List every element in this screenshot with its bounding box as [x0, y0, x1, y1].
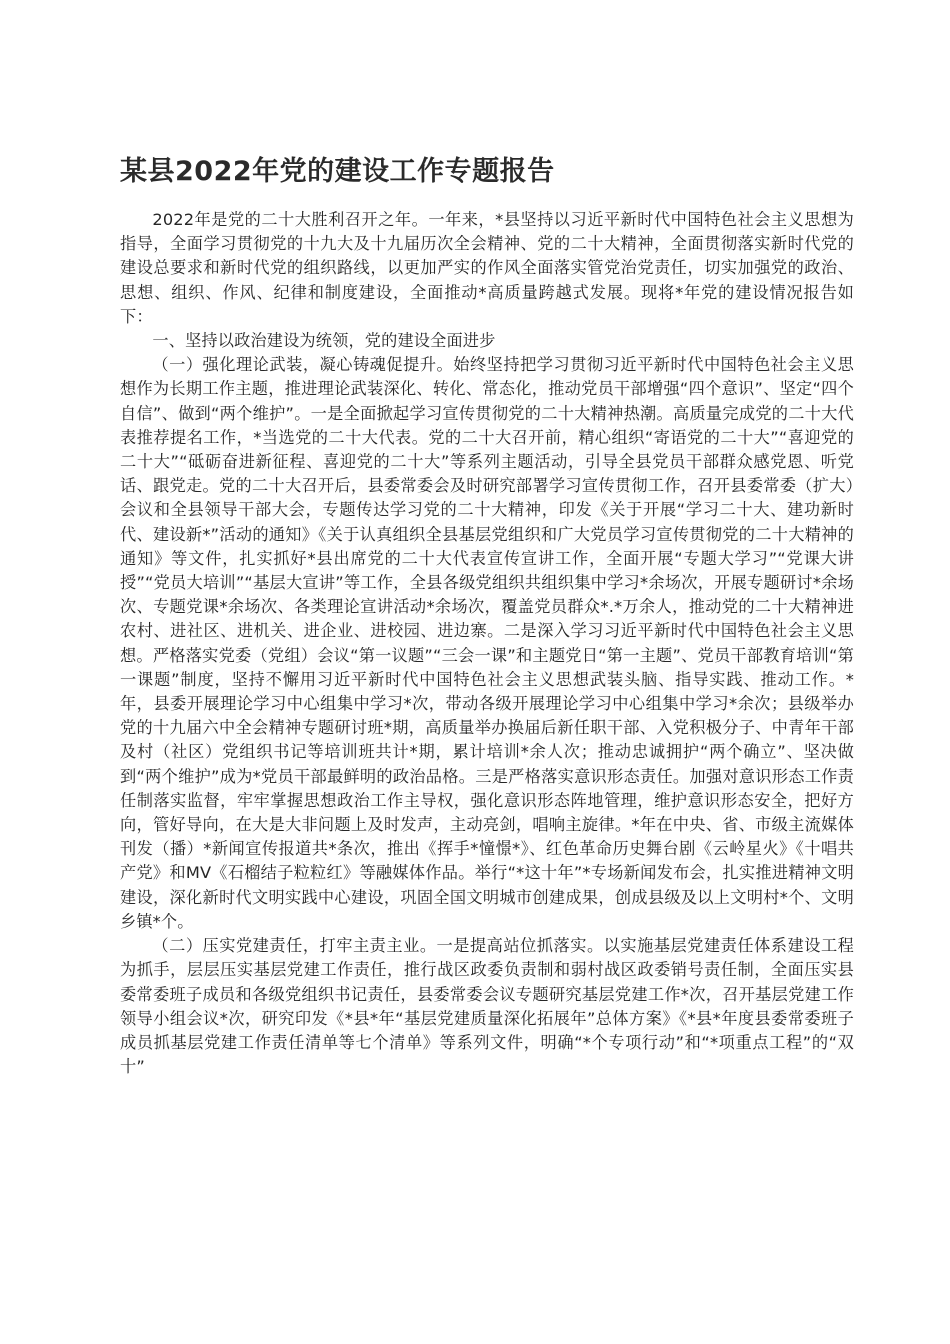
body-paragraph-theory: （一）强化理论武装，凝心铸魂促提升。始终坚持把学习贯彻习近平新时代中国特色社会主义思想作为长期工作主题，推进理论武装深化、转化、常态化，推动党员干部增强“四个意识”、坚定“四个自信”、做到“两个维护”。一是全面掀起学习宣传贯彻党的二十大精神热潮。高质量完成党的二十大代表推荐提名工作，*当选党的二十大代表。党的二十大召开前，精心组织“寄语党的二十大”“喜迎党的二十大”“砥砺奋进新征程、喜迎党的二十大”等系列主题活动，引导全县党员干部群众感党恩、听党话、跟党走。党的二十大召开后，县委常委会及时研究部署学习宣传贯彻工作，召开县委常委（扩大）会议和全县领导干部大会，专题传达学习党的二十大精神，印发《关于开展“学习二十大、建功新时代、建设新*”活动的通知》《关于认真组织全县基层党组织和广大党员学习宣传贯彻党的二十大精神的通知》等文件，扎实抓好*县出席党的二十大代表宣传宣讲工作，全面开展“专题大学习”“党课大讲授”“党员大培训”“基层大宣讲”等工作，全县各级党组织共组织集中学习*余场次，开展专题研讨*余场次、专题党课*余场次、各类理论宣讲活动*余场次，覆盖党员群众*.*万余人，推动党的二十大精神进农村、进社区、进机关、进企业、进校园、进边寨。二是深入学习习近平新时代中国特色社会主义思想。严格落实党委（党组）会议“第一议题”“三会一课”和主题党日“第一主题”、党员干部教育培训“第一课题”制度，坚持不懈用习近平新时代中国特色社会主义思想武装头脑、指导实践、推动工作。*年，县委开展理论学习中心组集中学习*次，带动各级开展理论学习中心组集中学习*余次；县级举办党的十九届六中全会精神专题研讨班*期，高质量举办换届后新任职干部、入党积极分子、中青年干部及村（社区）党组织书记等培训班共计*期，累计培训*余人次；推动忠诚拥护“两个确立”、坚决做到“两个维护”成为*党员干部最鲜明的政治品格。三是严格落实意识形态责任。加强对意识形态工作责任制落实监督，牢牢掌握思想政治工作主导权，强化意识形态阵地管理，维护意识形态安全，把好方向，管好导向，在大是大非问题上及时发声，主动亮剑，唱响主旋律。*年在中央、省、市级主流媒体刊发（播）*新闻宣传报道共*条次，推出《挥手*憧憬*》、红色革命历史舞台剧《云岭星火》《十唱共产党》和MV《石榴结子粒粒红》等融媒体作品。举行“*这十年”*专场新闻发布会，扎实推进精神文明建设，深化新时代文明实践中心建设，巩固全国文明城市创建成果，创成县级及以上文明村*个、文明乡镇*个。	[120, 355, 854, 931]
body-paragraph-responsibility: （二）压实党建责任，打牢主责主业。一是提高站位抓落实。以实施基层党建责任体系建设工程为抓手，层层压实基层党建工作责任，推行战区政委负责制和弱村战区政委销号责任制，全面压实县委常委班子成员和各级党组织书记责任，县委常委会议专题研究基层党建工作*次，召开基层党建工作领导小组会议*次，研究印发《*县*年“基层党建质量深化拓展年”总体方案》《*县*年度县委常委班子成员抓基层党建工作责任清单等七个清单》等系列文件，明确“*个专项行动”和“*项重点工程”的“双十”	[120, 936, 854, 1077]
section-heading: 一、坚持以政治建设为统领，党的建设全面进步	[152, 331, 496, 351]
intro-paragraph: 2022年是党的二十大胜利召开之年。一年来，*县坚持以习近平新时代中国特色社会主义思想为指导，全面学习贯彻党的十九大及十九届历次全会精神、党的二十大精神，全面贯彻落实新时代党的建设总要求和新时代党的组织路线，以更加严实的作风全面落实管党治党责任，切实加强党的政治、思想、组织、作风、纪律和制度建设，全面推动*高质量跨越式发展。现将*年党的建设情况报告如下：	[120, 210, 854, 326]
document-title: 某县2022年党的建设工作专题报告	[120, 156, 555, 187]
